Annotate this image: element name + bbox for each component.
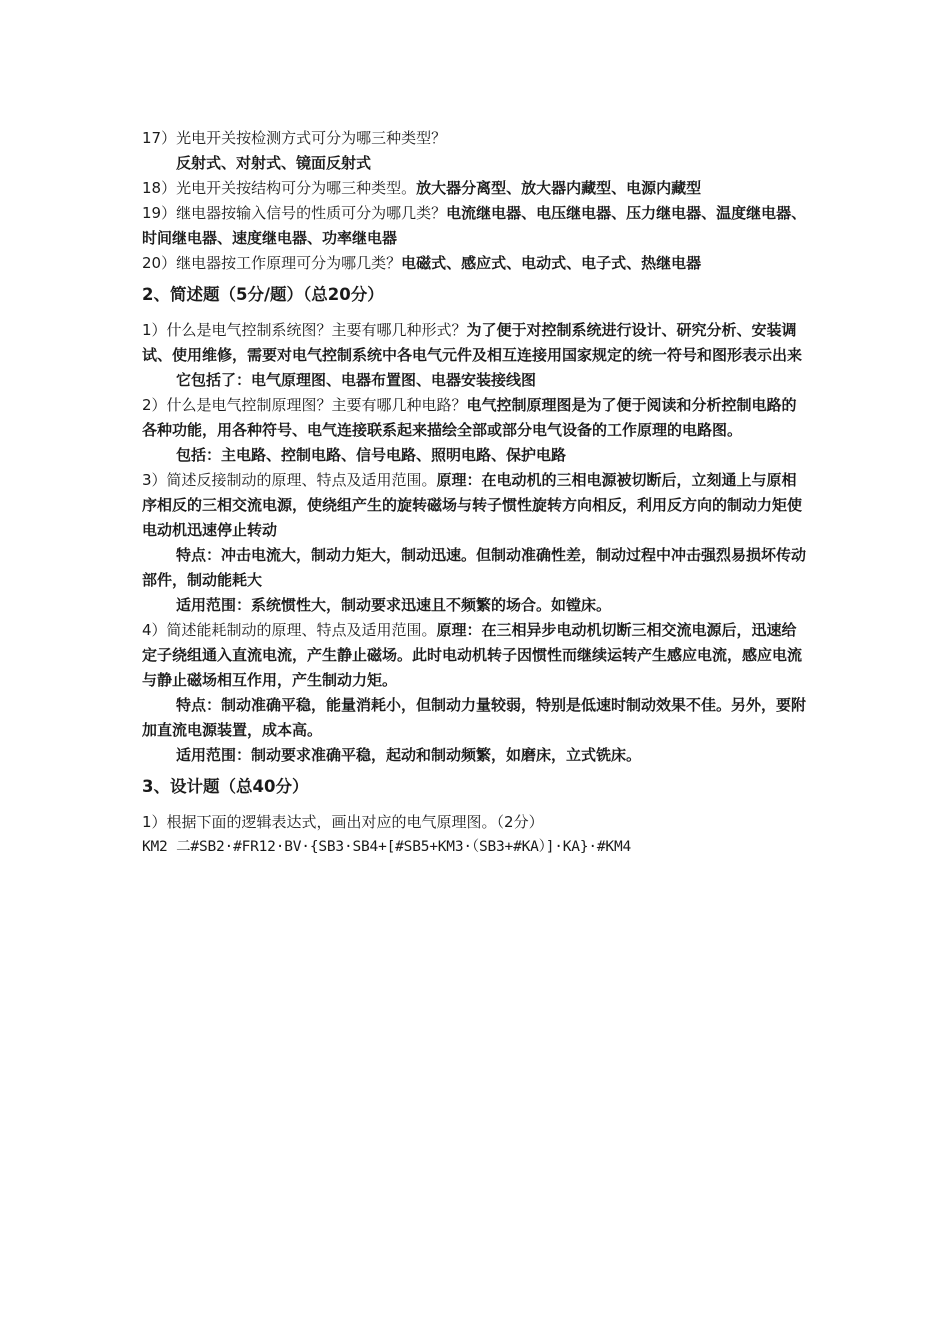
s1 (142, 318, 810, 368)
s4-scope: 适用范围：制动要求准确平稳，起动和制动频繁，如磨床，立式铣床。 (176, 746, 642, 764)
q17-answer: 反射式、对射式、镜面反射式 (176, 154, 372, 172)
q17-question: 17）光电开关按检测方式可分为哪三种类型？ (142, 129, 447, 147)
s3-scope: 适用范围：系统惯性大，制动要求迅速且不频繁的场合。如镗床。 (176, 596, 612, 614)
q18-question: 18）光电开关按结构可分为哪三种类型。 (142, 179, 417, 197)
q20 (142, 251, 810, 276)
q19-question: 19）继电器按输入信号的性质可分为哪几类？ (142, 204, 447, 222)
document-content (142, 126, 810, 860)
s3-question: 3）简述反接制动的原理、特点及适用范围。 (142, 471, 437, 489)
q18-answer: 放大器分离型、放大器内藏型、电源内藏型 (416, 179, 702, 197)
s3-features: 特点：冲击电流大，制动力矩大，制动迅速。但制动准确性差，制动过程中冲击强烈易损坏传动部件，制动能耗大 (142, 546, 807, 589)
q18 (142, 176, 810, 201)
s4 (142, 618, 810, 693)
s4-question: 4）简述能耗制动的原理、特点及适用范围。 (142, 621, 437, 639)
q20-answer: 电磁式、感应式、电动式、电子式、热继电器 (401, 254, 702, 272)
d1-expression: KM2 二#SB2·#FR12·BV·{SB3·SB4+[#SB5+KM3·（SB3+#KA）]·KA}·#KM4 (142, 839, 632, 855)
q19 (142, 201, 810, 251)
section2-title: 2、简述题（5分/题）（总20分） (142, 285, 384, 304)
q20-question: 20）继电器按工作原理可分为哪几类？ (142, 254, 402, 272)
d1-question: 1）根据下面的逻辑表达式，画出对应的电气原理图。（2分） (142, 813, 544, 831)
s4-answer: 原理：在三相异步电动机切断三相交流电源后，迅速给定子绕组通入直流电流，产生静止磁场。此时电动机转子因惯性而继续运转产生感应电流，感应电流与静止磁场相互作用，产生制动力矩。 (142, 621, 803, 689)
s1-question: 1）什么是电气控制系统图？主要有哪几种形式？ (142, 321, 467, 339)
s4-features: 特点：制动准确平稳，能量消耗小，但制动力量较弱，特别是低速时制动效果不佳。另外，要附加直流电源装置，成本高。 (142, 696, 807, 739)
s2 (142, 393, 810, 443)
s3-answer: 原理：在电动机的三相电源被切断后，立刻通上与原相序相反的三相交流电源，使绕组产生的旋转磁场与转子惯性旋转方向相反，利用反方向的制动力矩使电动机迅速停止转动 (142, 471, 803, 539)
s3 (142, 468, 810, 543)
section3-title: 3、设计题（总40分） (142, 777, 309, 796)
q19-answer: 电流继电器、电压继电器、压力继电器、温度继电器、时间继电器、速度继电器、功率继电器 (142, 204, 807, 247)
s2-question: 2）什么是电气控制原理图？主要有哪几种电路？ (142, 396, 467, 414)
s1-extra: 它包括了：电气原理图、电器布置图、电器安装接线图 (176, 371, 537, 389)
s1-answer: 为了便于对控制系统进行设计、研究分析、安装调试、使用维修，需要对电气控制系统中各电气元件及相互连接用国家规定的统一符号和图形表示出来 (142, 321, 803, 364)
s2-extra: 包括：主电路、控制电路、信号电路、照明电路、保护电路 (176, 446, 567, 464)
s2-answer: 电气控制原理图是为了便于阅读和分析控制电路的各种功能，用各种符号、电气连接联系起来描绘全部或部分电气设备的工作原理的电路图。 (142, 396, 797, 439)
